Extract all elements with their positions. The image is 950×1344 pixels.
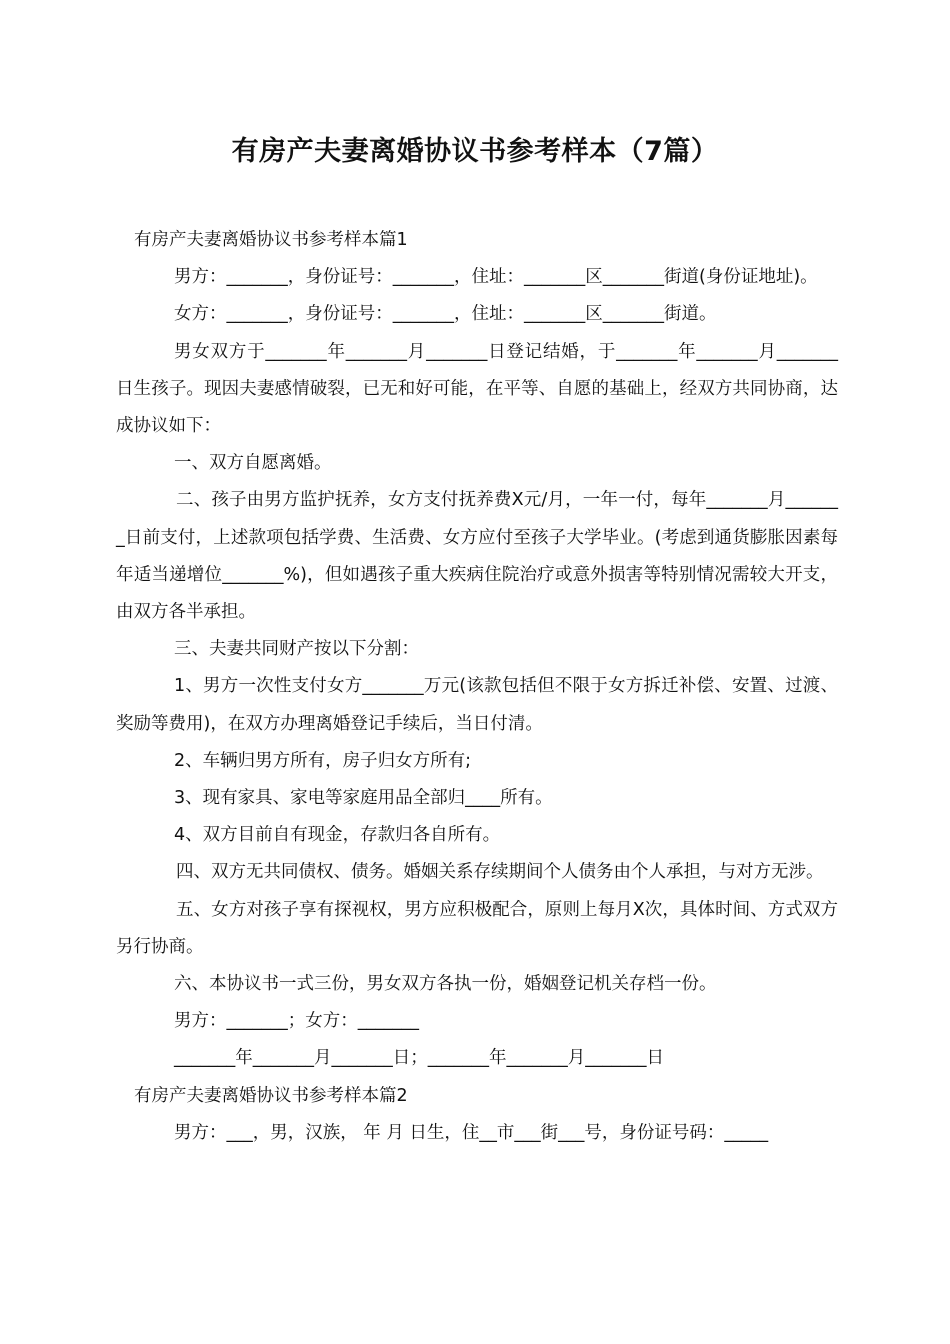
clause-2: 二、孩子由男方监护抚养，女方支付抚养费X元/月，一年一付，每年_______月_______日前支付，上述款项包括学费、生活费、女方应付至孩子大学毕业。(考虑到通货膨胀因素每年适当递增位_______%)，但如遇孩子重大疾病住院治疗或意外损害等特别情况需较大开支，由双方各半承担。: [116, 490, 838, 623]
clause-6: 六、本协议书一式三份，男女双方各执一份，婚姻登记机关存档一份。: [174, 974, 717, 995]
document-title: 有房产夫妻离婚协议书参考样本（7篇）: [231, 136, 719, 167]
clause-3-item-1: 1、男方一次性支付女方_______万元(该款包括但不限于女方拆迁补偿、安置、过渡、奖励等费用)，在双方办理离婚登记手续后，当日付清。: [116, 676, 838, 734]
clause-3-item-3: 3、现有家具、家电等家庭用品全部归____所有。: [174, 788, 553, 809]
document-body: [116, 222, 838, 1152]
section-heading-2: 有房产夫妻离婚协议书参考样本篇2: [134, 1085, 408, 1106]
clause-3: 三、夫妻共同财产按以下分割：: [174, 639, 419, 660]
clause-3-item-4: 4、双方目前自有现金，存款归各自所有。: [174, 825, 501, 846]
clause-1: 一、双方自愿离婚。: [174, 453, 332, 474]
paragraph-husband-info-2: 男方：___，男，汉族， 年 月 日生，住__市___街___号，身份证号码：_____: [174, 1122, 769, 1143]
paragraph-marriage-background: 男女双方于_______年_______月_______日登记结婚，于_______年_______月_______日生孩子。现因夫妻感情破裂，已无和好可能，在平等、自愿的基础上，经双方共同协商，达成协议如下：: [116, 341, 838, 437]
signature-line: 男方：_______；女方：_______: [174, 1011, 419, 1032]
clause-3-item-2: 2、车辆归男方所有，房子归女方所有;: [174, 750, 472, 771]
date-line: _______年_______月_______日；_______年_______月_______日: [174, 1048, 664, 1069]
clause-5: 五、女方对孩子享有探视权，男方应积极配合，原则上每月X次，具体时间、方式双方另行协商。: [116, 899, 838, 957]
clause-4: 四、双方无共同债权、债务。婚姻关系存续期间个人债务由个人承担，与对方无涉。: [176, 862, 824, 883]
paragraph-husband-info: 男方：_______，身份证号：_______，住址：_______区_______街道(身份证地址)。: [174, 267, 818, 288]
section-heading-1: 有房产夫妻离婚协议书参考样本篇1: [134, 230, 408, 250]
paragraph-wife-info: 女方：_______，身份证号：_______，住址：_______区_______街道。: [174, 304, 717, 325]
